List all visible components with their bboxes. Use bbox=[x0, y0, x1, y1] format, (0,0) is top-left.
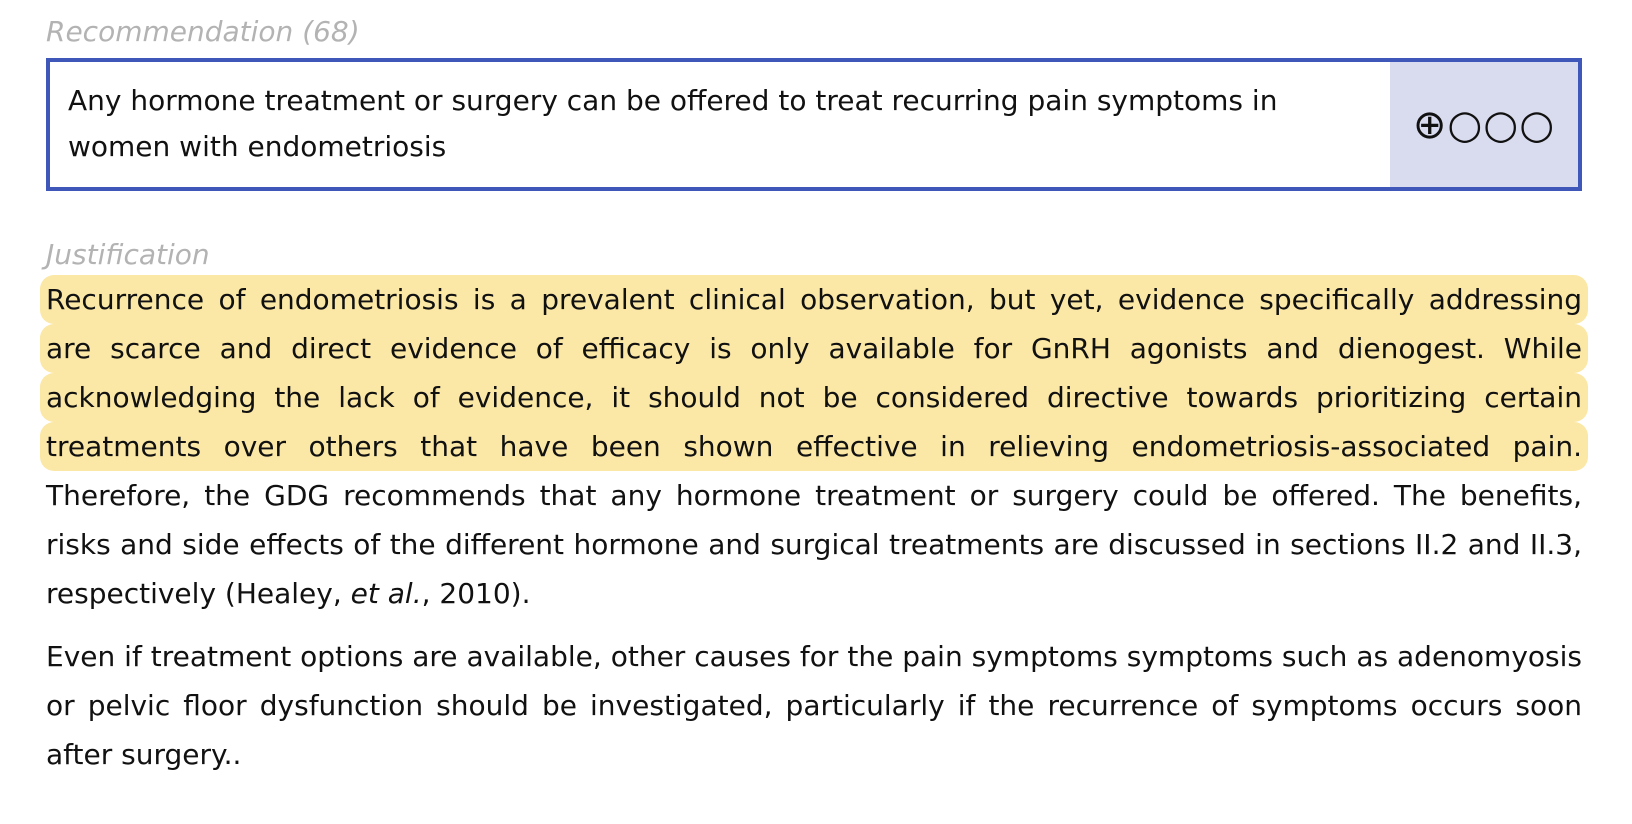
highlighted-line: Recurrence of endometriosis is a prevalent clinical observation, but yet, evidence specifically addressing bbox=[40, 275, 1588, 324]
document-page bbox=[46, 15, 1582, 779]
evidence-grade: ⊕○○○ bbox=[1390, 62, 1578, 187]
justification-label: Justification bbox=[46, 238, 210, 271]
highlighted-line: treatments over others that have been shown effective in relieving endometriosis-associated pain. bbox=[40, 422, 1588, 471]
citation-etal: et al. bbox=[350, 577, 422, 610]
recommendation-label: Recommendation (68) bbox=[46, 15, 360, 48]
recommendation-box bbox=[46, 58, 1582, 191]
highlighted-line: are scarce and direct evidence of efficacy is only available for GnRH agonists and dienogest. While bbox=[40, 324, 1588, 373]
justification-continuation: Therefore, the GDG recommends that any hormone treatment or surgery could be offered. The benefits, risks and side effects of the different hormone and surgical treatments are discussed in sections II.2 and II.3, respectively (Healey, bbox=[46, 479, 1582, 610]
citation-year: , 2010). bbox=[421, 577, 531, 610]
justification-paragraph bbox=[46, 275, 1582, 618]
recommendation-text: Any hormone treatment or surgery can be offered to treat recurring pain symptoms in women with endometriosis bbox=[68, 84, 1278, 163]
justification-paragraph-2: Even if treatment options are available, other causes for the pain symptoms symptoms such as adenomyosis or pelvic floor dysfunction should be investigated, particularly if the recurrence of symptoms occurs soon after surgery.. bbox=[46, 640, 1582, 771]
highlighted-line: acknowledging the lack of evidence, it should not be considered directive towards prioritizing certain bbox=[40, 373, 1588, 422]
